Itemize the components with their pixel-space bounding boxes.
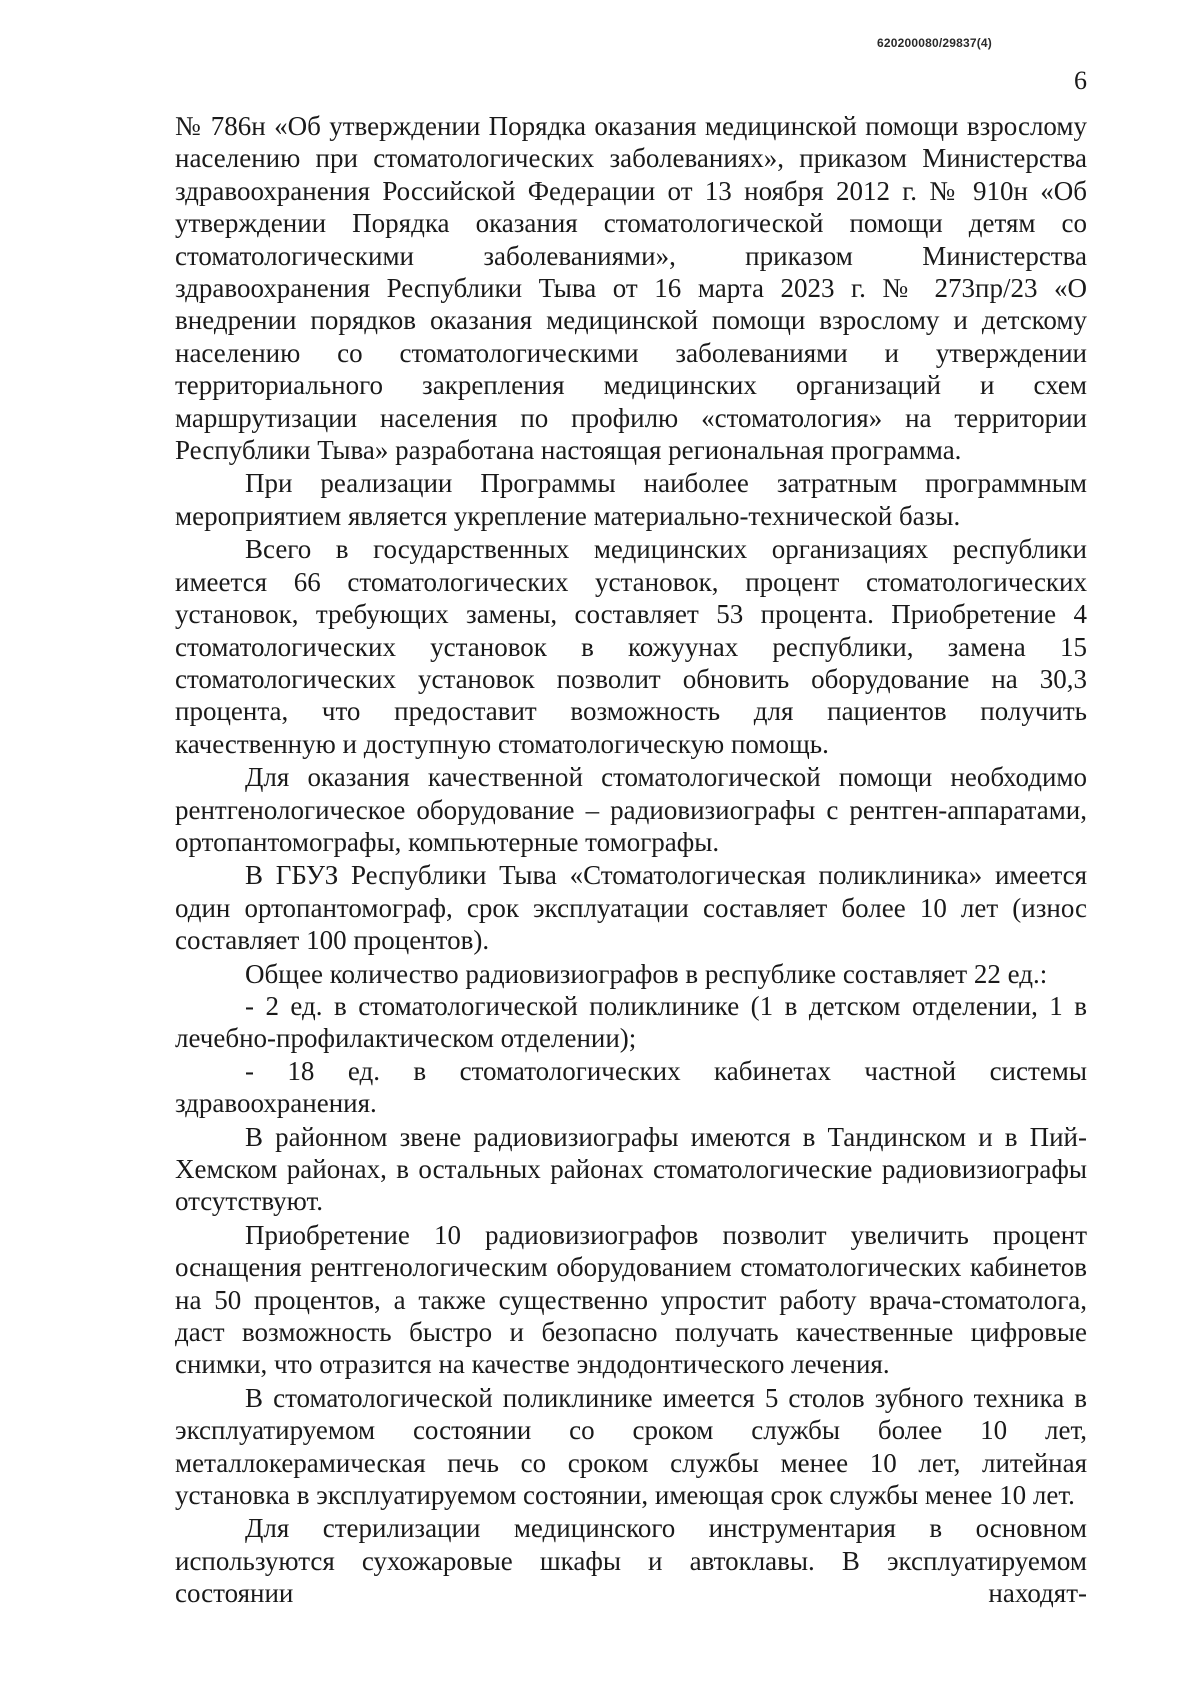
paragraph: Для стерилизации медицинского инструментария в основном используются сухожаровые шкафы и автоклавы. В эксплуатируемом состоянии находят- [175,1513,1087,1609]
document-id: 620200080/29837(4) [876,36,992,50]
document-body [175,110,1087,1610]
paragraph: Приобретение 10 радиовизиографов позволит увеличить процент оснащения рентгенологическим оборудованием стоматологических кабинетов на 50 процентов, а также существенно упростит работу врача-стоматолога, даст возможность быстро и безопасно получать качественные цифровые снимки, что отразится на качестве эндодонтического лечения. [175,1219,1087,1380]
paragraph: В стоматологической поликлинике имеется 5 столов зубного техника в эксплуатируемом состоянии со сроком службы более 10 лет, металлокерамическая печь со сроком службы менее 10 лет, литейная установка в эксплуатируемом состоянии, имеющая срок службы менее 10 лет. [175,1382,1087,1511]
paragraph: Общее количество радиовизиографов в республике составляет 22 ед.: [245,958,1048,989]
list-item: - 18 ед. в стоматологических кабинетах частной системы здравоохранения. [175,1055,1087,1119]
page-number: 6 [1074,66,1087,95]
paragraph: Всего в государственных медицинских организациях республики имеется 66 стоматологических установок, процент стоматологических установок, требующих замены, составляет 53 процента. Приобретение 4 стоматологических установок в кожуунах республики, замена 15 стоматологических установок позволит обновить оборудование на 30,3 процента, что предоставит возможность для пациентов получить качественную и доступную стоматологическую помощь. [175,534,1087,759]
paragraph: Для оказания качественной стоматологической помощи необходимо рентгенологическое оборудование – радиовизиографы с рентген-аппаратами, ортопантомографы, компьютерные томографы. [175,762,1087,857]
paragraph: При реализации Программы наиболее затратным программным мероприятием является укрепление материально-технической базы. [175,468,1087,531]
paragraph: № 786н «Об утверждении Порядка оказания медицинской помощи взрослому населению при стоматологических заболеваниях», приказом Министерства здравоохранения Российской Федерации от 13 ноября 2012 г. № 910н «Об утверждении Порядка оказания стоматологической помощи детям со стоматологическими заболеваниями», приказом Министерства здравоохранения Республики Тыва от 16 марта 2023 г. № 273пр/23 «О внедрении порядков оказания медицинской помощи взрослому и детскому населению со стоматологическими заболеваниями и утверждении территориального закрепления медицинских организаций и схем маршрутизации населения по профилю «стоматология» на территории Республики Тыва» разработана настоящая региональная программа. [175,111,1087,466]
list-item: - 2 ед. в стоматологической поликлинике (1 в детском отделении, 1 в лечебно-профилактическом отделении); [175,990,1087,1054]
paragraph: В районном звене радиовизиографы имеются в Тандинском и в Пий-Хемском районах, в остальных районах стоматологические радиовизиографы отсутствуют. [175,1121,1087,1217]
paragraph: В ГБУЗ Республики Тыва «Стоматологическая поликлиника» имеется один ортопантомограф, срок эксплуатации составляет более 10 лет (износ составляет 100 процентов). [175,860,1087,956]
